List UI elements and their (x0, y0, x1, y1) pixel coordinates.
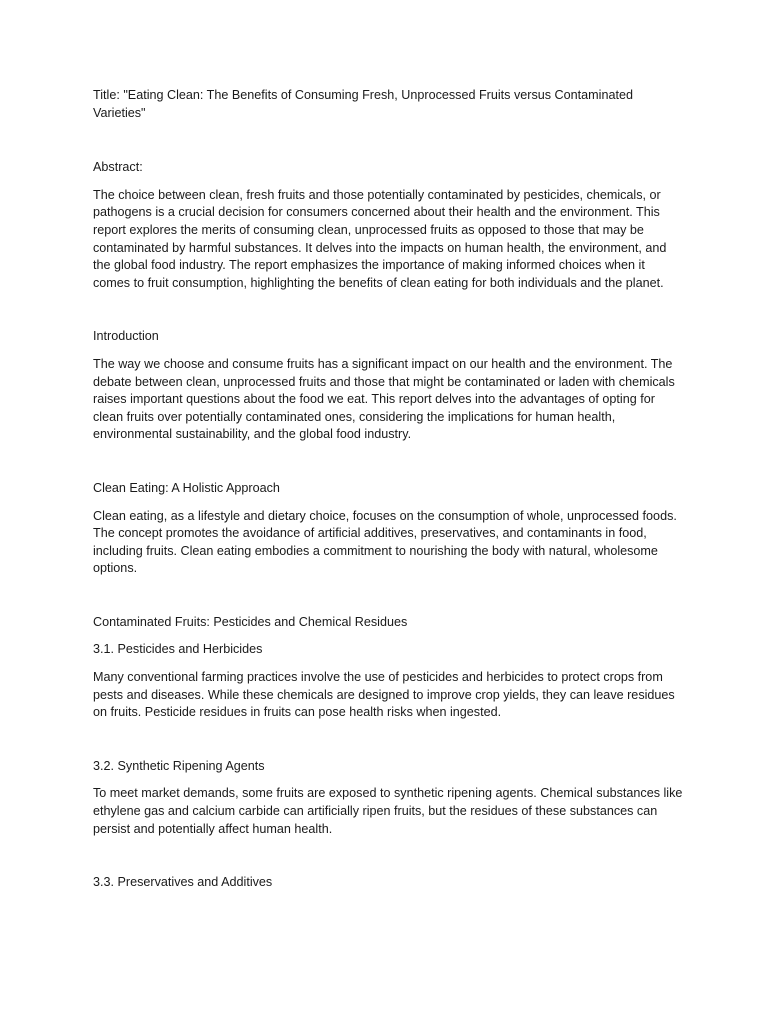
introduction-heading: Introduction (93, 329, 159, 344)
document-title: Title: "Eating Clean: The Benefits of Consuming Fresh, Unprocessed Fruits versus Contaminated Varieties" (93, 88, 633, 120)
abstract-paragraph: The choice between clean, fresh fruits and those potentially contaminated by pesticides, chemicals, or pathogens is a crucial decision for consumers concerned about their health and the environment. This report explores the merits of consuming clean, unprocessed fruits as opposed to those that may be contaminated by harmful substances. It delves into the impacts on human health, the environment, and the global food industry. The report emphasizes the importance of making informed choices when it comes to fruit consumption, highlighting the benefits of clean eating for both individuals and the planet. (93, 187, 667, 290)
contaminated-fruits-heading: Contaminated Fruits: Pesticides and Chemical Residues (93, 614, 408, 629)
section-3-3-heading: 3.3. Preservatives and Additives (93, 875, 273, 890)
clean-eating-paragraph: Clean eating, as a lifestyle and dietary choice, focuses on the consumption of whole, unprocessed foods. The concept promotes the avoidance of artificial additives, preservatives, and contaminants in food, including fruits. Clean eating embodies a commitment to nourishing the body with natural, wholesome options. (93, 508, 677, 576)
document-page (93, 87, 683, 902)
introduction-paragraph: The way we choose and consume fruits has a significant impact on our health and the environment. The debate between clean, unprocessed fruits and those that might be contaminated or laden with chemicals raises important questions about the food we eat. This report delves into the advantages of opting for clean fruits over potentially contaminated ones, considering the implications for human health, environmental sustainability, and the global food industry. (93, 356, 675, 442)
abstract-heading: Abstract: (93, 160, 143, 175)
section-3-2-paragraph: To meet market demands, some fruits are exposed to synthetic ripening agents. Chemical substances like ethylene gas and calcium carbide can artificially ripen fruits, but the residues of these substances can persist and potentially affect human health. (93, 786, 683, 836)
clean-eating-heading: Clean Eating: A Holistic Approach (93, 480, 280, 495)
section-3-1-paragraph: Many conventional farming practices involve the use of pesticides and herbicides to protect crops from pests and diseases. While these chemicals are designed to improve crop yields, they can leave residues on fruits. Pesticide residues in fruits can pose health risks when ingested. (93, 670, 675, 720)
section-3-1-heading: 3.1. Pesticides and Herbicides (93, 642, 263, 657)
section-3-2-heading: 3.2. Synthetic Ripening Agents (93, 758, 265, 773)
